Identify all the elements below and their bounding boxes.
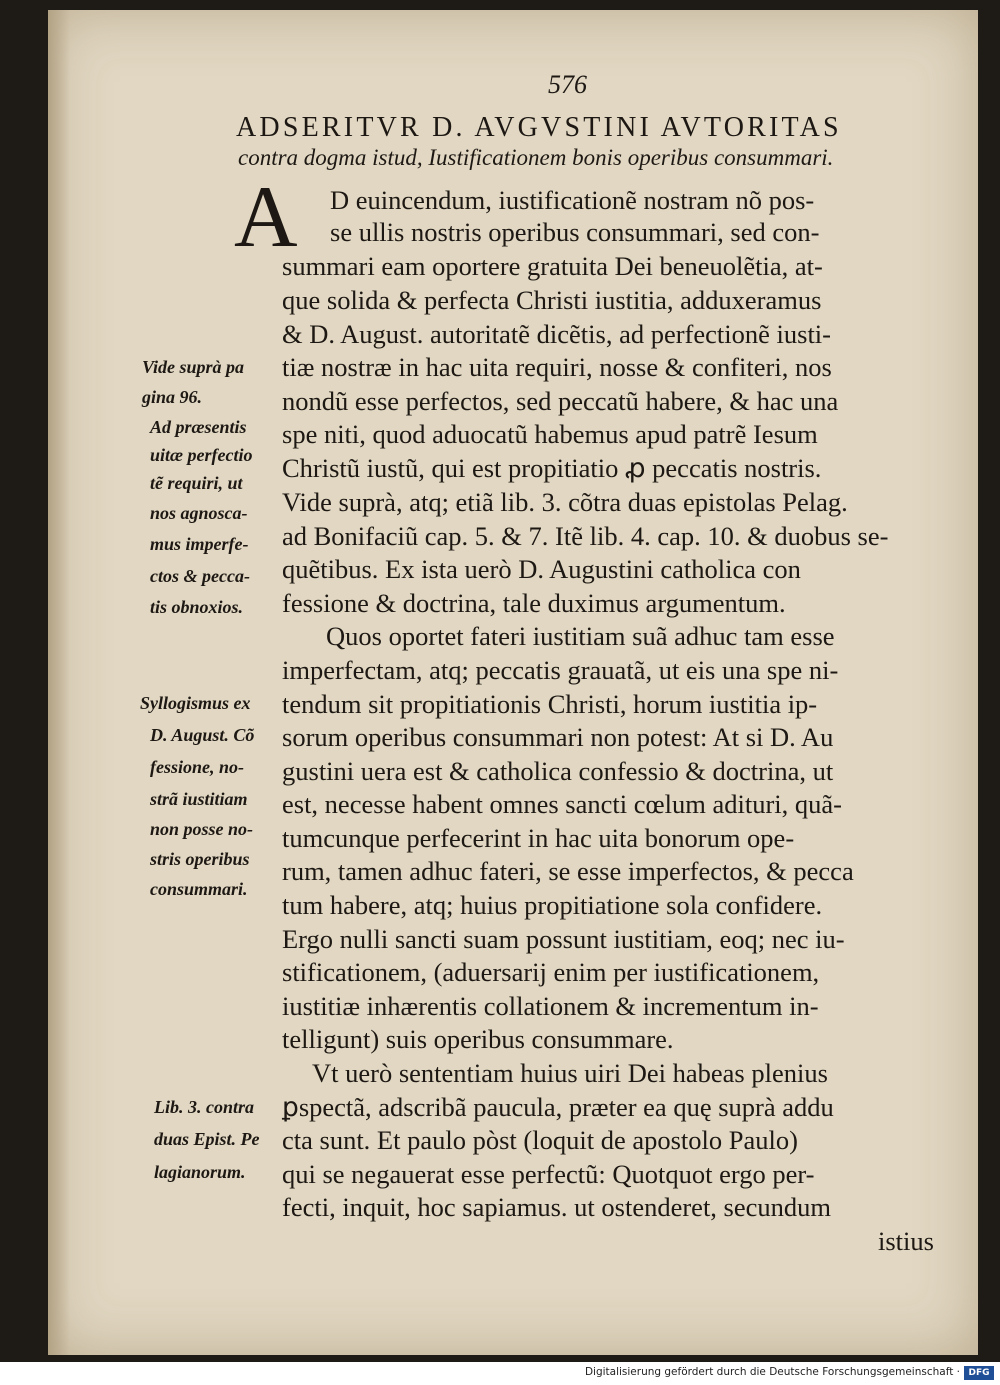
body-line-29: cta sunt. Et paulo pòst (loquit de apostolo Paulo): [282, 1125, 798, 1155]
body-line-5: & D. August. autoritatẽ dicẽtis, ad perfectionẽ iusti-: [282, 319, 831, 349]
margin-note-2: gina 96.: [142, 387, 203, 407]
body-line-6: tiæ nostræ in hac uita requiri, nosse & confiteri, nos: [282, 352, 832, 382]
margin-note-1: Vide suprà pa: [142, 357, 245, 377]
body-line-9: Christũ iustũ, qui est propitiatio ꝓ peccatis nostris.: [282, 453, 822, 483]
margin-note-10: Syllogismus ex: [140, 693, 251, 713]
body-line-1: D euincendum, iustificationẽ nostram nõ pos-: [330, 185, 815, 215]
margin-note-9: tis obnoxios.: [150, 597, 244, 617]
body-line-22: tum habere, atq; huius propitiatione sola confidere.: [282, 890, 823, 920]
body-line-3: summari eam oportere gratuita Dei beneuolẽtia, at-: [282, 251, 823, 281]
margin-note-13: strã iustitiam: [150, 789, 248, 809]
body-line-17: sorum operibus consummari non potest: At si D. Au: [282, 722, 834, 752]
body-line-12: quẽtibus. Ex ista uerò D. Augustini catholica con: [282, 554, 801, 584]
footer-bar: [0, 1362, 1000, 1385]
margin-note-11: D. August. Cõ: [150, 725, 255, 745]
dfg-logo: DFG: [964, 1366, 994, 1380]
margin-note-4: uitæ perfectio: [150, 445, 253, 465]
page-number: 576: [548, 70, 587, 99]
body-line-15: imperfectam, atq; peccatis grauatã, ut eis una spe ni-: [282, 655, 839, 685]
margin-note-19: lagianorum.: [154, 1162, 246, 1182]
margin-note-5: tẽ requiri, ut: [150, 473, 243, 493]
margin-note-15: stris operibus: [150, 849, 250, 869]
body-line-30: qui se negauerat esse perfectũ: Quotquot ergo per-: [282, 1159, 815, 1189]
body-line-21: rum, tamen adhuc fateri, se esse imperfectos, & pecca: [282, 856, 854, 886]
body-line-10: Vide suprà, atq; etiã lib. 3. cõtra duas epistolas Pelag.: [282, 487, 848, 517]
page-subheading: contra dogma istud, Iustificationem bonis operibus consummari.: [238, 145, 834, 170]
body-line-4: que solida & perfecta Christi iustitia, adduxeramus: [282, 285, 822, 315]
body-line-8: spe niti, quod aduocatũ habemus apud patrẽ Iesum: [282, 419, 818, 449]
body-line-14: Quos oportet fateri iustitiam suã adhuc tam esse: [326, 621, 835, 651]
margin-note-12: fessione, no-: [150, 757, 244, 777]
body-line-11: ad Bonifaciũ cap. 5. & 7. Itẽ lib. 4. cap. 10. & duobus se-: [282, 521, 889, 551]
body-line-27: Vt uerò sententiam huius uiri Dei habeas plenius: [312, 1058, 828, 1088]
margin-note-6: nos agnosca-: [150, 503, 248, 523]
catchword: istius: [878, 1226, 934, 1256]
margin-note-16: consummari.: [150, 879, 248, 899]
margin-note-8: ctos & pecca-: [150, 566, 250, 586]
body-line-13: fessione & doctrina, tale duximus argumentum.: [282, 588, 786, 618]
margin-note-14: non posse no-: [150, 819, 254, 839]
body-line-19: est, necesse habent omnes sancti cœlum adituri, quã-: [282, 789, 843, 819]
body-line-23: Ergo nulli sancti suam possunt iustitiam, eoq; nec iu-: [282, 924, 845, 954]
funding-credit: Digitalisierung gefördert durch die Deutsche Forschungsgemeinschaft ·: [584, 1366, 960, 1378]
body-line-7: nondũ esse perfectos, sed peccatũ habere, & hac una: [282, 386, 839, 416]
body-line-24: stificationem, (aduersarij enim per iustificationem,: [282, 957, 820, 987]
body-line-25: iustitiæ inhærentis collationem & incrementum in-: [282, 991, 819, 1021]
body-line-28: ꝑspectã, adscribã paucula, præter ea quę suprà addu: [282, 1092, 834, 1122]
page-heading: ADSERITVR D. AVGVSTINI AVTORITAS: [236, 112, 842, 143]
body-line-16: tendum sit propitiationis Christi, horum iustitia ip-: [282, 689, 818, 719]
page-spine-shadow: [48, 10, 70, 1355]
margin-note-7: mus imperfe-: [150, 534, 249, 554]
margin-note-18: duas Epist. Pe: [154, 1129, 260, 1149]
body-line-18: gustini uera est & catholica confessio & doctrina, ut: [282, 756, 834, 786]
body-line-2: se ullis nostris operibus consummari, sed con-: [330, 217, 820, 247]
body-line-31: fecti, inquit, hoc sapiamus. ut ostenderet, secundum: [282, 1192, 832, 1222]
drop-cap: A: [234, 169, 298, 266]
margin-note-17: Lib. 3. contra: [154, 1097, 255, 1117]
margin-note-3: Ad præsentis: [150, 417, 247, 437]
body-line-26: telligunt) suis operibus consummare.: [282, 1024, 674, 1054]
body-line-20: tumcunque perfecerint in hac uita bonorum ope-: [282, 823, 795, 853]
